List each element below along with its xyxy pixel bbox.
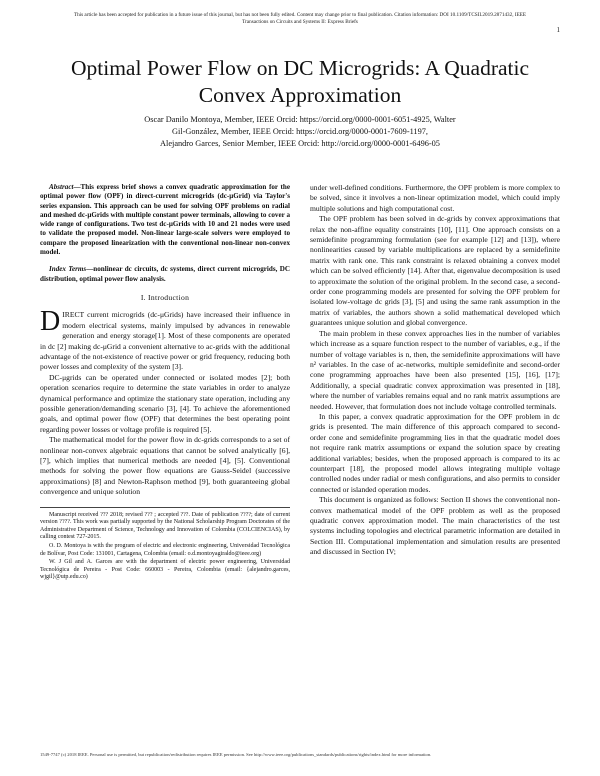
copyright-footer: 1549-7747 (c) 2018 IEEE. Personal use is permitted, but republication/redistribution requires IEEE permission. See http://www.ieee.org/publications_standards/publications/rights/index.html for more information. [40,752,432,757]
index-terms-label: Index Terms [49,265,87,274]
abstract [40,183,290,257]
footnote-manuscript: Manuscript received ??? 2018; revised ??? ; accepted ???. Date of publication ????; date of current version ????. This work was partially supported by the National Scholarship Program Doctorates of the Administrative Department of Science, Technology and Innovation of Colombia (COLCIENCIAS), by calling contest 727-2015. [40,511,290,541]
page-number: 1 [556,26,560,34]
paper-title: Optimal Power Flow on DC Microgrids: A Quadratic Convex Approximation [70,56,530,107]
author-line-3: Alejandro Garces, Senior Member, IEEE Orcid: http://orcid.org/0000-0001-6496-05 [160,139,440,148]
author-line-1: Oscar Danilo Montoya, Member, IEEE Orcid: https://orcid.org/0000-0001-6051-4925, Walter [144,115,456,124]
abstract-text: —This express brief shows a convex quadratic approximation for the optimal power flow (OPF) in direct-current microgrids (dc-μGrid) via Taylor's series expansion. This approach can be used for solving OPF problems on radial and meshed dc-μGrids with multiple constant power terminals, allowing to cover a wide range of configurations. Two test dc-μGrids with 10 and 21 nodes were used to validate the proposed model. Non-linear large-scale solvers were employed to compare the proposed linearization with the conventional non-linear non-convex model. [40,183,290,257]
intro-paragraph-1-text: IRECT current microgrids (dc-μGrids) have increased their influence in modern electrical systems, mainly impulsed by advances in renewable generation and energy storage[1]. Most of these components are operated in dc [2] making dc-μGrid a convenient alternative to ac-grids with the additional advantage of the not-existence of reactive power or grid frequency, reducing both power losses and complexity of the system [3]. [40,310,290,372]
body-paragraph-4: In this paper, a convex quadratic approximation for the OPF problem in dc grids is presented. The main difference of this approach compared to second-order cone and semidefinite programming lies in that the quadratic model does not require rank matrix assumptions or expand the solution space by creating additional variables; besides, when the proposed approach is compared to its ac counterpart [18], the proposed model allows integrating multiple voltage controlled nodes under radial or mesh configurations, and also permits to consider connected or islanded operation modes. [310,411,560,494]
body-paragraph-5: This document is organized as follows: Section II shows the conventional non-convex mathematical model of the OPF problem as well as the proposed quadratic convex approximation model. The main characteristics of the test systems including topologies and electrical parametric information are detailed in Section III. Computational implementation and simulation results are presented and discussed in Section IV; [310,495,560,557]
header-line-2: Transactions on Circuits and Systems II: Express Briefs [242,19,358,26]
drop-cap: D [40,306,61,338]
footnote-affiliation-2: W. J Gil and A. Garces are with the department of electric power engineering, Universidad Tecnológica de Pereira - Post Code: 660003 - Pereira, Colombia (email: {alejandro.garces, wjgil}@utp.edu.co) [40,559,290,581]
intro-paragraph-2: DC-μgrids can be operated under connected or isolated modes [2]; both operation scenarios require to determine the state variables in order to analyze dynamical performance and optimize the stationary state operation, including any possible generation/demanding scenario [3], [4]. To achieve the aforementioned goals, and optimal power flow (OPF) that determines the best operating point regarding power losses or voltage profile is required [5]. [40,372,290,434]
footnote-divider [40,507,290,508]
abstract-label: Abstract [49,183,74,191]
body-paragraph-continued: under well-defined conditions. Furthermore, the OPF problem is more complex to be solved, since it involves a non-linear optimization model, which could imply multiple solutions and high computational cost. [310,183,560,213]
author-line-2: Gil-González, Member, IEEE Orcid: https://orcid.org/0000-0001-7609-1197, [172,127,428,136]
running-header [40,12,560,26]
body-paragraph-3: The main problem in these convex approaches lies in the number of variables which increase as a square function respect to the number of variables, e.g., if the number of voltage variables is n, then, the semidefinite approximations will have n² variables. In the case of ac-networks, multiple semidefinite and second-order cone programming approaches have been also presented [15], [16], [17]; Additionally, a special quadratic convex approximation was presented in [18], where the number of variables remains equal and no rank matrix assumptions are needed. However, that formulation does not include voltage controlled terminals. [310,328,560,411]
intro-paragraph-3: The mathematical model for the power flow in dc-grids corresponds to a set of nonlinear non-convex algebraic equations that cannot be solved analytically [6], [7], which implies that numerical methods are needed [4], [5]. Conventional methods for solving the power flow equations are Gauss-Seidel (successive approximations) [8] and Newton-Raphson method [9], both guaranteeing global convergence and unique solution [40,435,290,497]
section-heading-introduction: I. Introduction [140,292,190,302]
footnote-affiliation-1: O. D. Montoya is with the program of electric and electronic engineering, Universidad Tecnológica de Bolívar, Post Code: 131001, Cartagena, Colombia (email: o.d.montoyagiraldo@ieee.org) [40,543,290,557]
right-column [310,183,560,558]
author-block [60,114,540,150]
left-column [40,183,290,583]
header-line-1: This article has been accepted for publication in a future issue of this journal, but has not been fully edited. Content may change prior to final publication. Citation information: DOI 10.1109/TCSII.2019.2871432, IEEE [73,12,527,18]
body-paragraph-2: The OPF problem has been solved in dc-grids by convex approximations that relax the non-affine equality constraints [10], [11]. One approach consists on a semidefinite programming formulation (see for example [12] and [13]), where nonlinearities caused by variable multiplications are replaced by a semidefinite matrix with rank one. This rank constraint is relaxed obtaining a convex model which can be solved efficiently [14]. After that, eigenvalue decomposition is used to approximate the solution of the original problem. In the second case, a second-order cone programming models are presented for solving the OPF problem for isolated low-voltage dc grids [3], [5] and using the same rank assumption in the matrix of variables, the authors shown a solid mathematical developed which guarantees unique solution and global convergence. [310,214,560,328]
index-terms-text: —nonlinear dc circuits, dc systems, direct current microgrids, DC distribution, optimal power flow analysis. [40,265,290,283]
index-terms [40,265,290,284]
intro-paragraph-1 [40,306,290,372]
